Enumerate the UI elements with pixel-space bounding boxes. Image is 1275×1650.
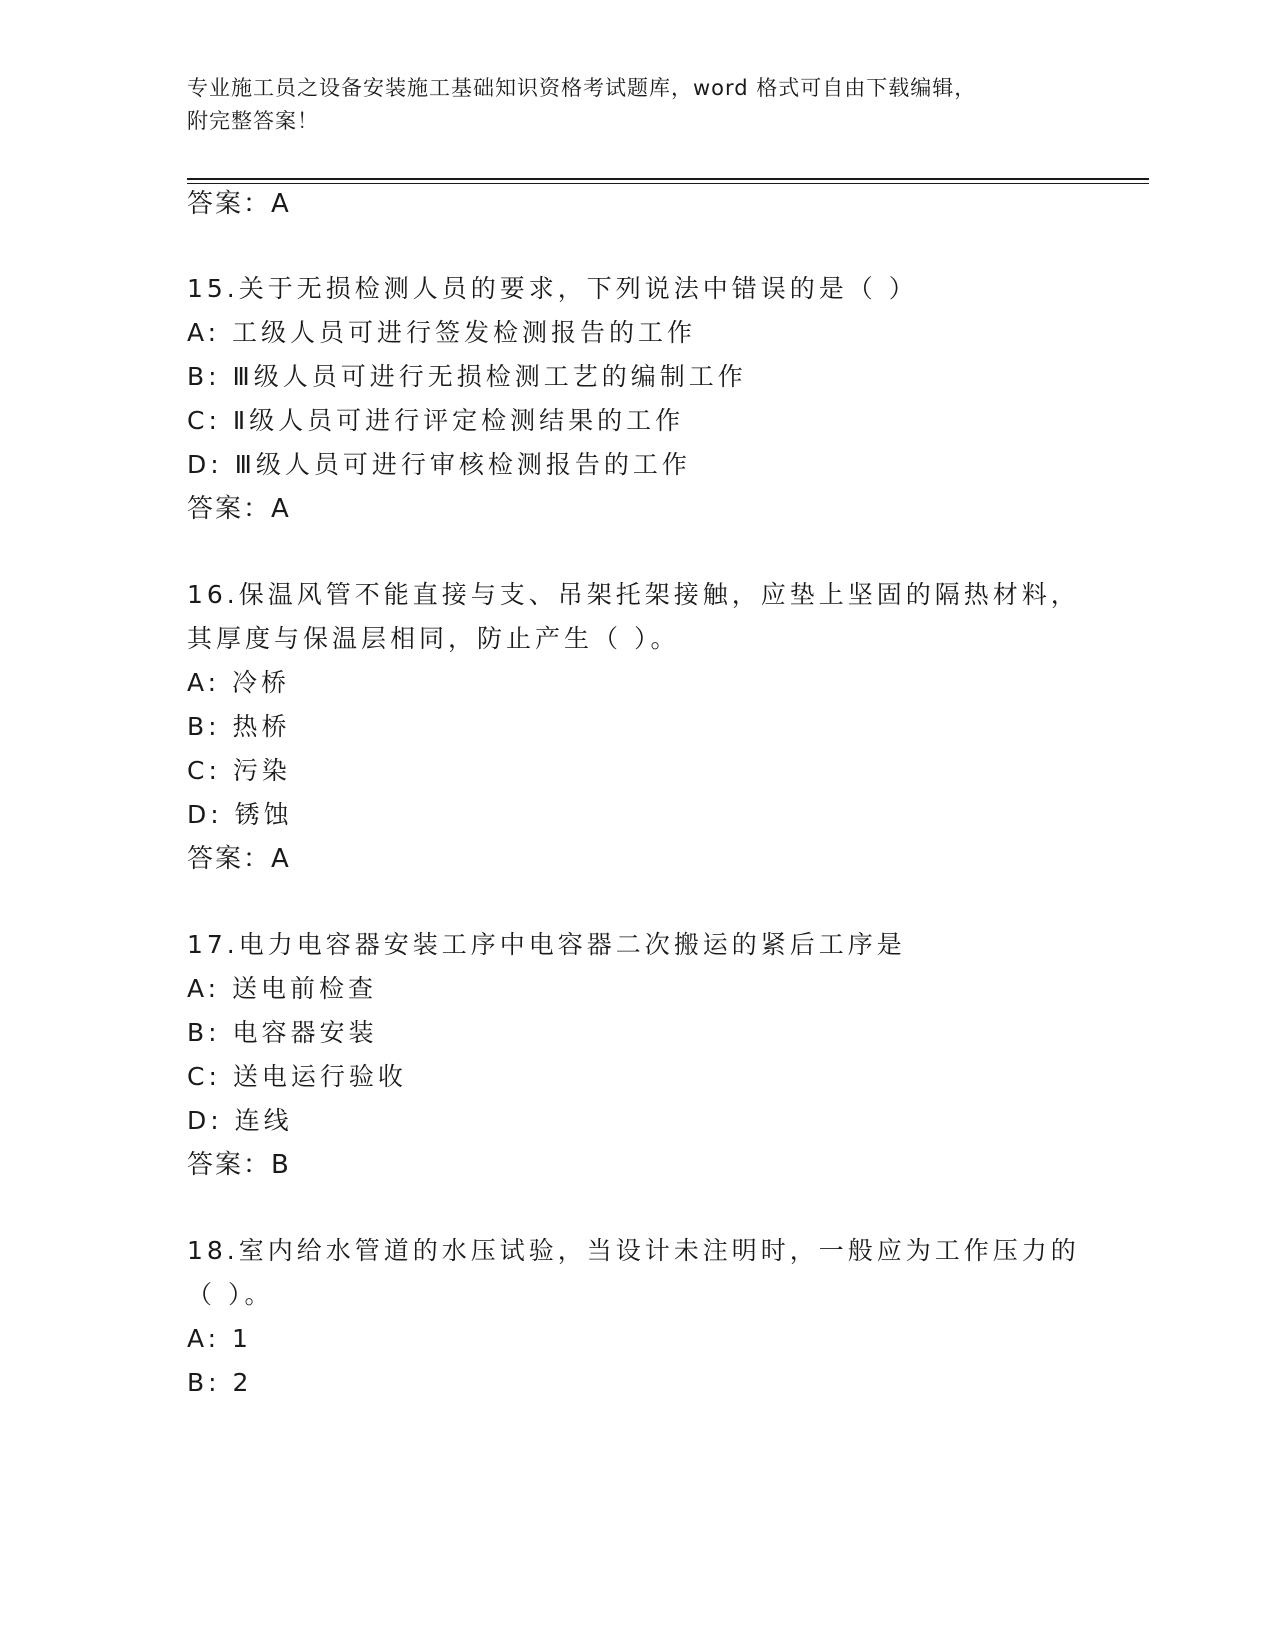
question-16-stem-line-1: 16.保温风管不能直接与支、吊架托架接触，应垫上坚固的隔热材料，	[187, 580, 1080, 609]
header-divider	[187, 178, 1149, 180]
question-15-stem: 15.关于无损检测人员的要求，下列说法中错误的是（ ）	[187, 274, 918, 303]
question-17-option-a: A: 送电前检查	[187, 974, 378, 1003]
header-divider-thin	[187, 183, 1149, 184]
question-16-stem-line-2: 其厚度与保温层相同，防止产生（ ）。	[187, 624, 680, 653]
question-17-option-c: C: 送电运行验收	[187, 1062, 407, 1091]
question-16-option-d: D: 锈蚀	[187, 800, 293, 829]
question-15-option-b: B: Ⅲ级人员可进行无损检测工艺的编制工作	[187, 362, 747, 391]
question-16-option-b: B: 热桥	[187, 712, 291, 741]
question-17-stem: 17.电力电容器安装工序中电容器二次搬运的紧后工序是	[187, 930, 906, 959]
question-15-answer: 答案：A	[187, 494, 291, 524]
question-18-stem-line-1: 18.室内给水管道的水压试验，当设计未注明时，一般应为工作压力的	[187, 1236, 1080, 1265]
document-header: 专业施工员之设备安装施工基础知识资格考试题库，word 格式可自由下载编辑， 附完整答案！	[187, 76, 977, 133]
question-17-option-d: D: 连线	[187, 1106, 293, 1135]
question-18-option-a: A: 1	[187, 1324, 252, 1353]
question-17-option-b: B: 电容器安装	[187, 1018, 378, 1047]
question-15-option-a: A: 工级人员可进行签发检测报告的工作	[187, 318, 697, 347]
question-18-stem-line-2: （ ）。	[187, 1280, 274, 1309]
question-17-answer: 答案：B	[187, 1150, 291, 1180]
question-16-answer: 答案：A	[187, 844, 291, 874]
previous-answer: 答案：A	[187, 189, 291, 219]
question-15-option-c: C: Ⅱ级人员可进行评定检测结果的工作	[187, 406, 685, 435]
question-16-option-c: C: 污染	[187, 756, 291, 785]
question-16-option-a: A: 冷桥	[187, 668, 291, 697]
question-15-option-d: D: Ⅲ级人员可进行审核检测报告的工作	[187, 450, 691, 479]
question-18-option-b: B: 2	[187, 1368, 253, 1397]
